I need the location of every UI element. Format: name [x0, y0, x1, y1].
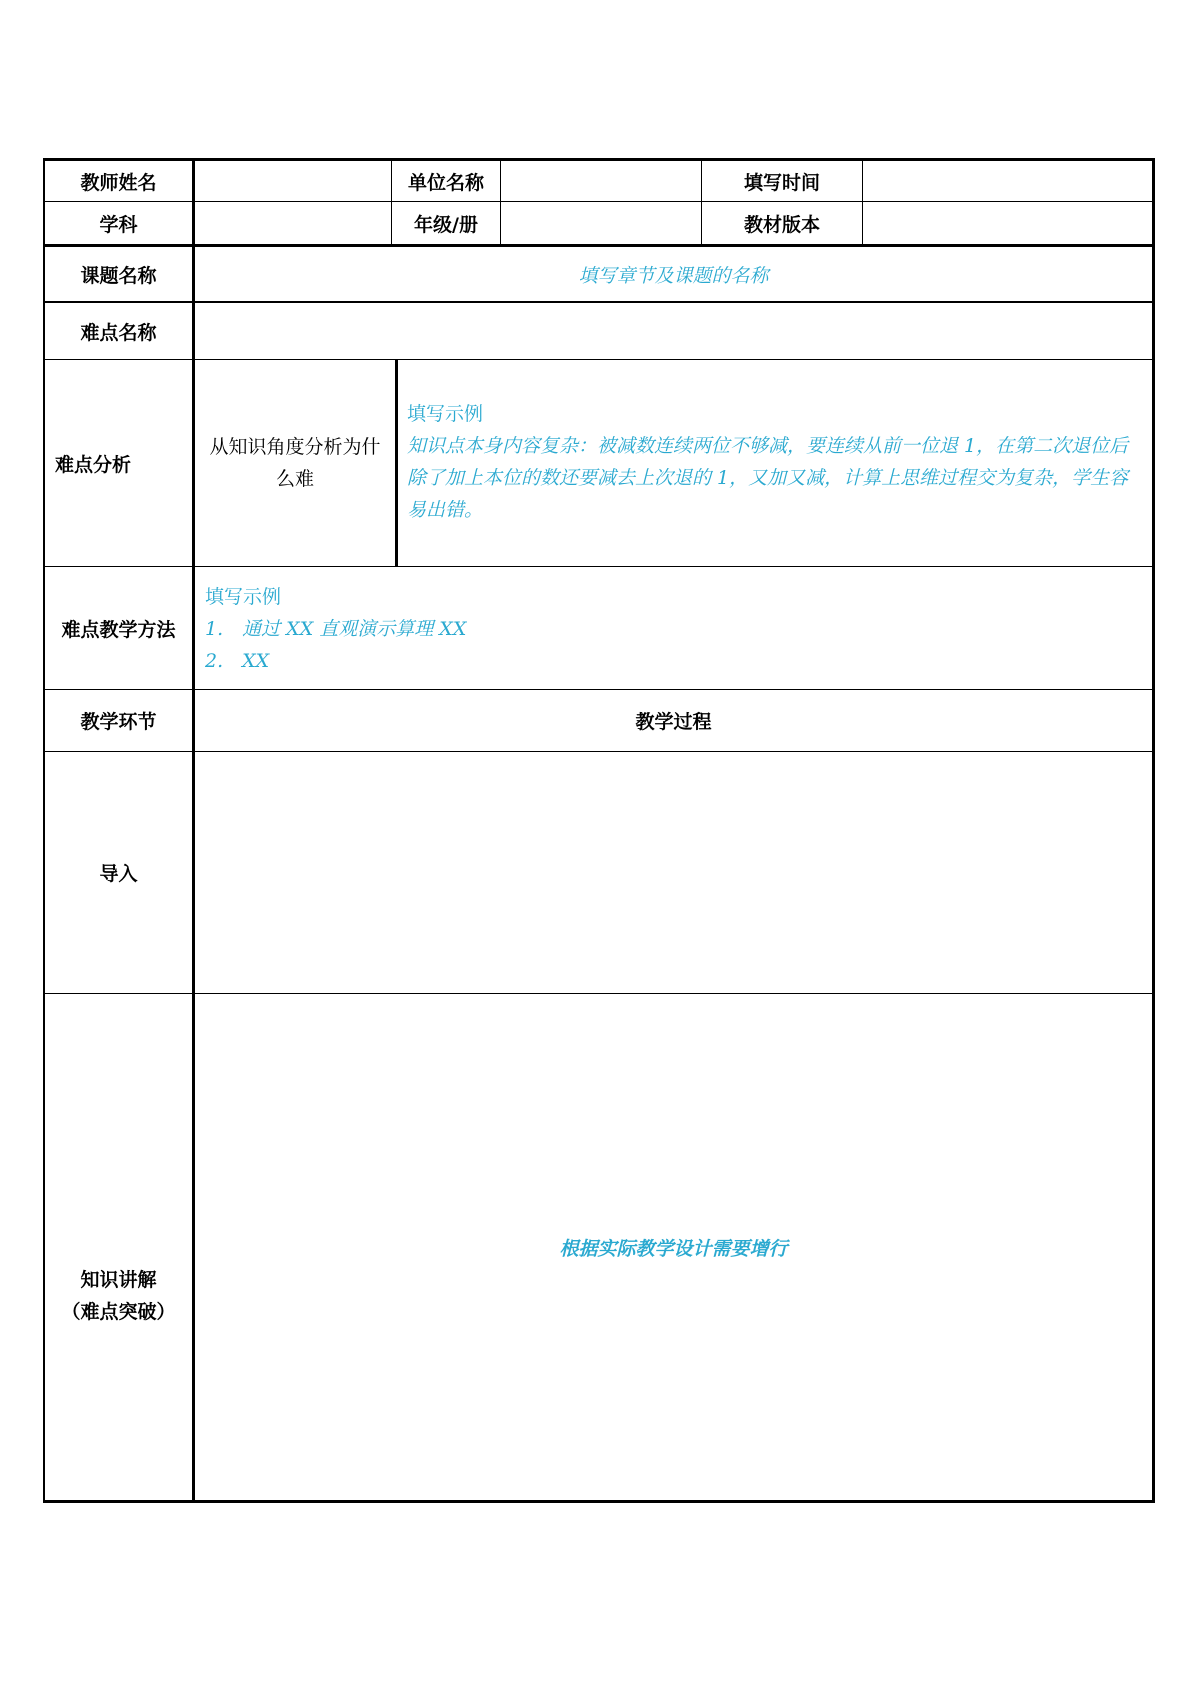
intro-label: 导入	[99, 863, 138, 885]
stage-label: 教学环节	[80, 711, 157, 733]
method-label: 难点教学方法	[61, 618, 176, 641]
unit-name-field[interactable]	[501, 161, 701, 201]
method-example[interactable]	[205, 581, 1135, 677]
analysis-example[interactable]	[407, 398, 1145, 526]
knowledge-hint[interactable]: 根据实际教学设计需要增行	[559, 1237, 788, 1260]
method-item: 1. 通过 XX 直观演示算理 XX	[205, 618, 467, 640]
lesson-plan-table	[43, 158, 1155, 1503]
teacher-name-label: 教师姓名	[80, 171, 157, 194]
subject-label: 学科	[99, 213, 138, 236]
grade-label: 年级/册	[414, 213, 478, 236]
textbook-label: 教材版本	[743, 213, 820, 236]
textbook-field[interactable]	[863, 202, 1152, 244]
row-divider	[43, 566, 1155, 567]
analysis-example-text: 知识点本身内容复杂：被减数连续两位不够减，要连续从前一位退 1，在第二次退位后除了加上本位的数还要减去上次退的 1，又加又减，计算上思维过程交为复杂，学生容易出错。	[407, 435, 1129, 521]
border-right	[1152, 158, 1155, 1503]
grade-field[interactable]	[501, 202, 701, 244]
topic-placeholder[interactable]: 填写章节及课题的名称	[578, 264, 769, 287]
topic-label: 课题名称	[80, 264, 157, 287]
unit-name-label: 单位名称	[407, 171, 484, 194]
analysis-sub-label-text: 从知识角度分析为什么难	[209, 436, 381, 490]
fill-time-label: 填写时间	[743, 171, 820, 194]
subject-field[interactable]	[195, 202, 391, 244]
method-example-title: 填写示例	[205, 586, 282, 608]
intro-content[interactable]	[195, 752, 1152, 993]
knowledge-sub-label: （难点突破）	[61, 1301, 176, 1323]
analysis-column-divider	[395, 360, 398, 567]
difficulty-field[interactable]	[195, 303, 1152, 359]
border-bottom	[43, 1500, 1155, 1503]
process-label: 教学过程	[635, 711, 712, 733]
analysis-example-title: 填写示例	[407, 403, 484, 425]
knowledge-label	[45, 994, 192, 1500]
fill-time-field[interactable]	[863, 161, 1152, 201]
analysis-sub-label	[203, 360, 387, 566]
knowledge-label-text: 知识讲解	[80, 1269, 157, 1291]
analysis-label: 难点分析	[55, 453, 132, 476]
method-item: 2. XX	[205, 650, 270, 672]
teacher-name-field[interactable]	[195, 161, 391, 201]
difficulty-label: 难点名称	[80, 321, 157, 344]
